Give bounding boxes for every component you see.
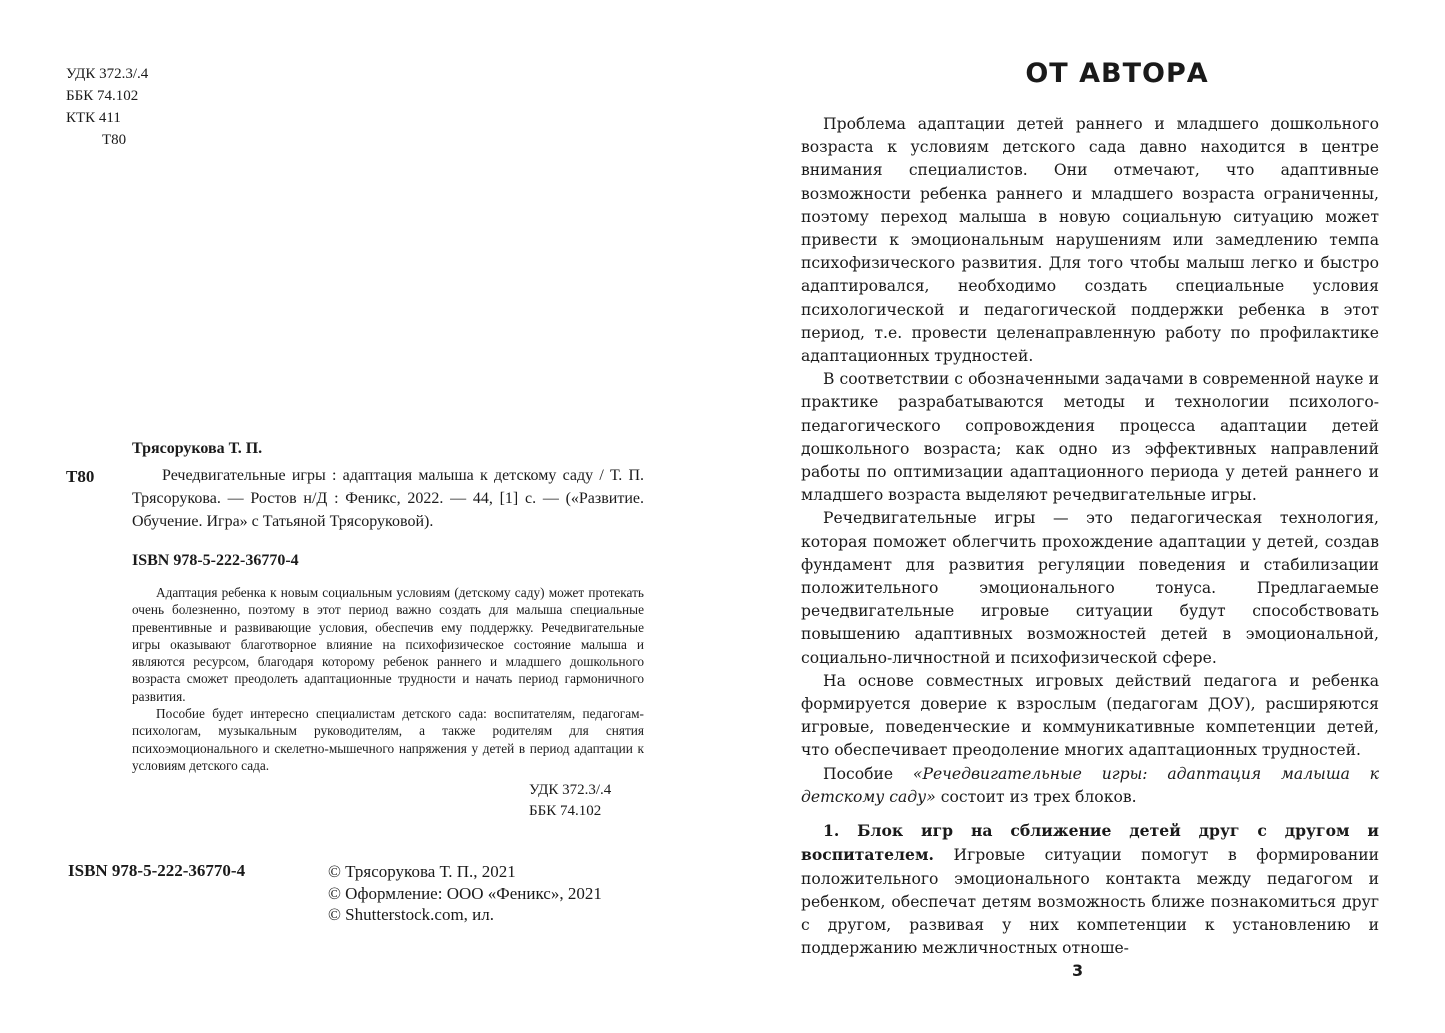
body-paragraph: Проблема адаптации детей раннего и младшего дошкольного возраста к условиям детского сада давно находится в центре внимания специалистов. Они отмечают, что адаптивные возможности ребенка раннего и младшего возраста ограниченны, поэтому переход малыша в новую социальную ситуацию может привести к эмоциональным нарушениям или замедлению темпа психофизического развития. Для того чтобы малыш легко и быстро адаптировался, необходимо создать специальные условия психологической и педагогической поддержки ребенка в этот период, т.е. провести целенаправленную работу по профилактике адаптационных трудностей. — [801, 115, 1379, 366]
copyright-block — [328, 861, 602, 926]
manual-paragraph — [801, 763, 1379, 809]
bibliographic-record — [132, 440, 644, 774]
block-1-paragraph — [801, 819, 1379, 960]
annotation — [132, 584, 644, 774]
right-page — [720, 0, 1445, 1033]
page-title: ОТ АВТОРА — [1025, 58, 1209, 89]
page-number: 3 — [1072, 961, 1084, 980]
bottom-codes — [529, 780, 611, 822]
copyright-line: © Трясорукова Т. П., 2021 — [328, 862, 516, 881]
isbn-bottom: ISBN 978-5-222-36770-4 — [68, 861, 246, 880]
copyright-line: © Оформление: ООО «Феникс», 2021 — [328, 883, 602, 903]
udk-code-bottom: УДК 372.3/.4 — [529, 782, 612, 798]
udk-code: УДК 372.3/.4 — [66, 66, 149, 82]
manual-prefix: Пособие — [823, 764, 913, 783]
body-paragraph: В соответствии с обозначенными задачами в современной науке и практике разрабатываются методы и технологии психолого-педагогического сопровождения процесса адаптации детей дошкольного возраста; как одно из эффективных направлений работы по оптимизации адаптационного периода у детей раннего и младшего возраста выделяют речедвигательные игры. — [801, 370, 1379, 505]
ktk-code: КТК 411 — [66, 110, 121, 126]
body-text — [801, 113, 1379, 960]
manual-suffix: состоит из трех блоков. — [935, 787, 1137, 806]
annotation-paragraph: Адаптация ребенка к новым социальным условиям (детскому саду) может протекать очень болезненно, поэтому в этот период важно создать для малыша специальные превентивные и развивающие условия, обеспечив ему поддержку. Речедвигательные игры оказывают благотворное влияние на психофизическое состояние малыша и являются ресурсом, благодаря которому ребенок раннего и младшего дошкольного возраста сможет преодолеть адаптационные трудности и начать период гармоничного развития. — [132, 585, 644, 704]
isbn: ISBN 978-5-222-36770-4 — [132, 552, 299, 569]
author-name: Трясорукова Т. П. — [132, 440, 263, 457]
classification-codes — [66, 63, 148, 151]
left-page — [0, 0, 720, 1033]
copyright-line: © Shutterstock.com, ил. — [328, 905, 495, 924]
author-sign-side: Т80 — [66, 467, 95, 486]
block-1-text: Игровые ситуации помогут в формировании положительного эмоционального контакта между педагогом и ребенком, обеспечат детям возможность ближе познакомиться друг с другом, развивая у них компетенции к установлению и поддержанию межличностных отноше- — [801, 846, 1379, 958]
body-paragraph: Речедвигательные игры — это педагогическая технология, которая поможет облегчить прохождение адаптации у детей, создав фундамент для развития регуляции поведения и стабилизации положительного эмоционального тонуса. Предлагаемые речедвигательные игровые ситуации будут способствовать повышению адаптивных возможностей детей в эмоциональной, социально-личностной и психофизической сфере. — [801, 509, 1379, 667]
annotation-paragraph: Пособие будет интересно специалистам детского сада: воспитателям, педагогам-психологам, музыкальным руководителям, а также родителям для снятия психоэмоционального и скелетно-мышечного напряжения у детей в период адаптации к условиям детского сада. — [132, 706, 644, 773]
body-paragraph: На основе совместных игровых действий педагога и ребенка формируется доверие к взрослым (педагогам ДОУ), расширяются игровые, поведенческие и коммуникативные компетенции детей, что обеспечивает преодоление многих адаптационных трудностей. — [801, 671, 1379, 760]
bibliographic-description: Речедвигательные игры : адаптация малыша к детскому саду / Т. П. Трясорукова. — Ростов н/Д : Феникс, 2022. — 44, [1] с. — («Развитие. Обучение. Игра» с Татьяной Трясоруковой). — [132, 467, 644, 530]
block-1-title: 1. Блок игр на сближение детей друг с другом и воспитателем. — [801, 821, 1379, 865]
author-sign: Т80 — [102, 132, 127, 148]
bbk-code: ББК 74.102 — [66, 88, 139, 104]
manual-title: «Речедвигательные игры: адаптация малыша к детскому саду» — [801, 764, 1379, 806]
bbk-code-bottom: ББК 74.102 — [529, 803, 602, 819]
